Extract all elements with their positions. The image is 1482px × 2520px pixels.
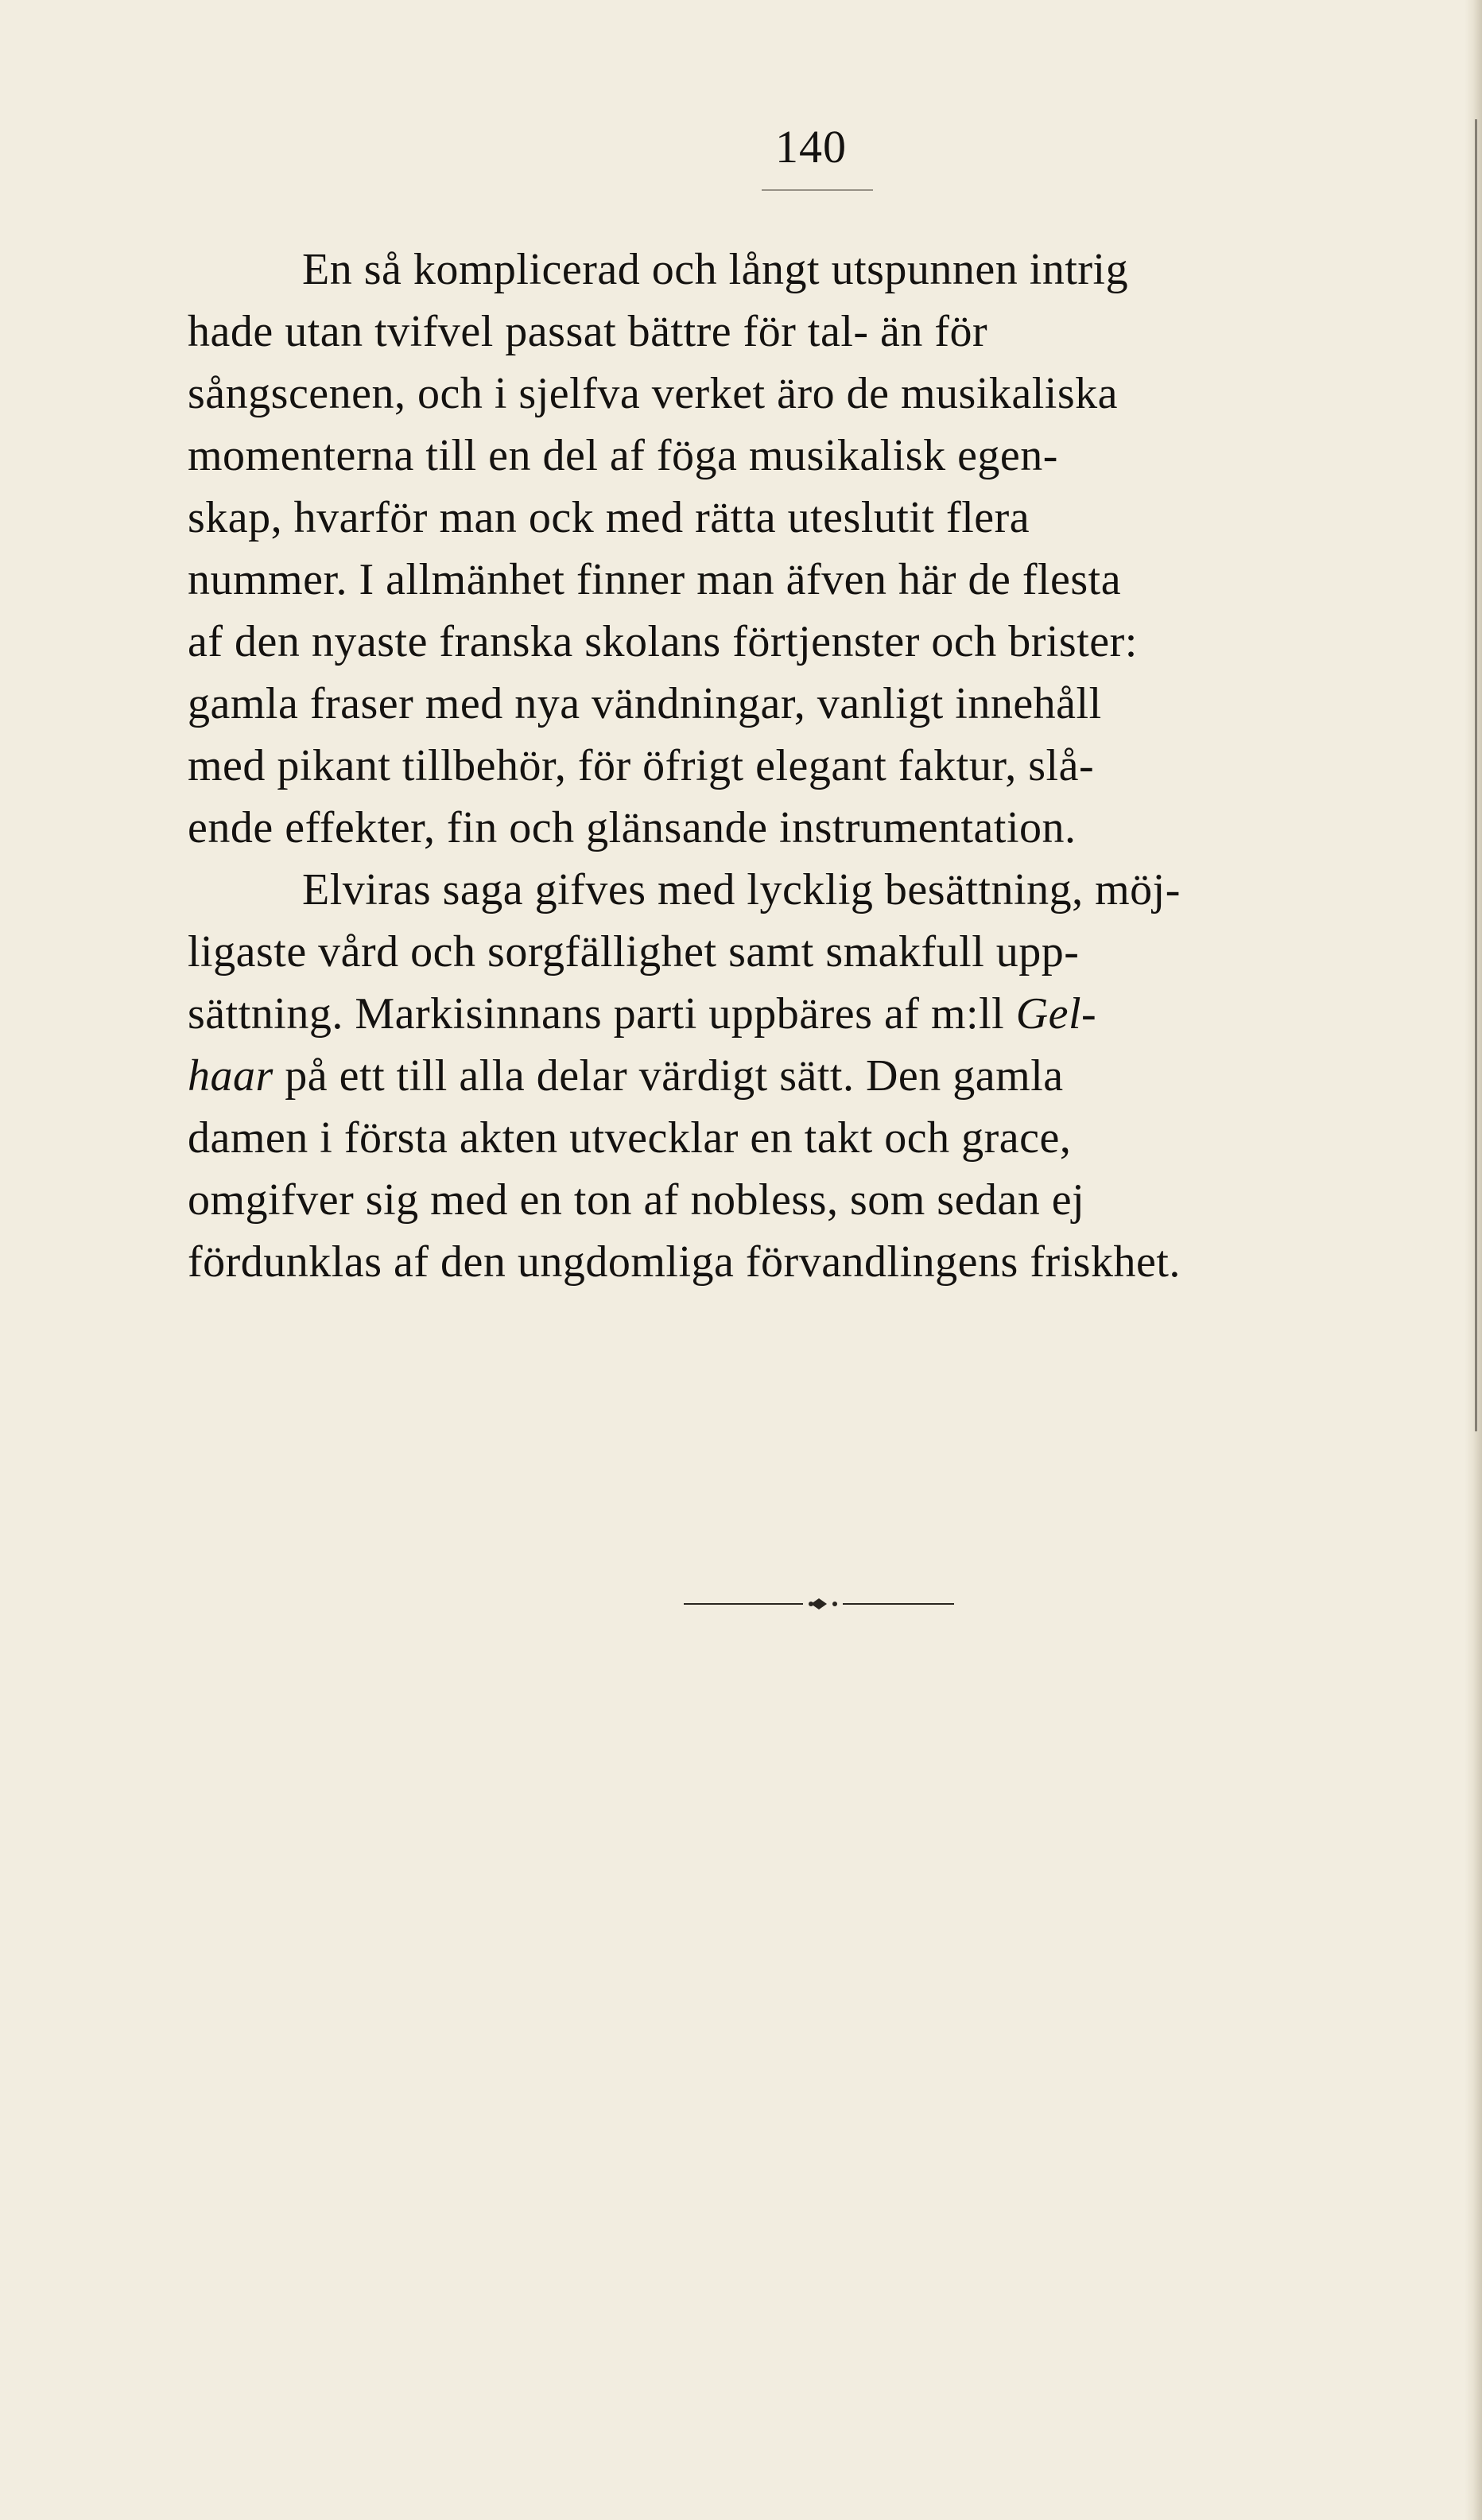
text-line: ende effekter, fin och glänsande instrumentation. bbox=[188, 803, 1077, 852]
text-line: sångscenen, och i sjelfva verket äro de musikaliska bbox=[188, 369, 1118, 418]
ornament-dot-right bbox=[832, 1602, 837, 1606]
text-run: sättning. Markisinnans parti uppbäres af m:ll bbox=[188, 989, 1016, 1039]
text-line-mixed bbox=[188, 983, 1476, 1045]
italic-name: haar bbox=[188, 1051, 274, 1101]
page-number: 140 bbox=[775, 121, 847, 173]
text-line: hade utan tvifvel passat bättre för tal- än för bbox=[188, 307, 988, 356]
text-line: omgifver sig med en ton af nobless, som sedan ej bbox=[188, 1175, 1085, 1225]
body-text bbox=[188, 239, 1476, 1293]
text-line-mixed bbox=[188, 1045, 1476, 1107]
text-line: med pikant tillbehör, för öfrigt elegant faktur, slå- bbox=[188, 741, 1095, 790]
text-line: skap, hvarför man ock med rätta uteslutit flera bbox=[188, 493, 1030, 542]
text-line: momenterna till en del af föga musikalisk egen- bbox=[188, 431, 1058, 480]
italic-name: Gel- bbox=[1015, 989, 1097, 1039]
text-run: på ett till alla delar värdigt sätt. Den gamla bbox=[273, 1051, 1064, 1101]
header-rule bbox=[762, 189, 873, 191]
text-line: nummer. I allmänhet finner man äfven här de flesta bbox=[188, 555, 1122, 604]
ornament-diamond bbox=[811, 1598, 827, 1609]
text-line: gamla fraser med nya vändningar, vanligt innehåll bbox=[188, 679, 1102, 728]
text-line: En så komplicerad och långt utspunnen intrig bbox=[302, 245, 1129, 294]
diamond-dash-ornament-icon bbox=[684, 1594, 954, 1613]
paragraph-2 bbox=[188, 859, 1476, 1293]
text-line: damen i första akten utvecklar en takt och grace, bbox=[188, 1113, 1072, 1163]
text-line: af den nyaste franska skolans förtjenster och brister: bbox=[188, 617, 1138, 666]
text-line: ligaste vård och sorgfällighet samt smakfull upp- bbox=[188, 927, 1080, 977]
text-line: fördunklas af den ungdomliga förvandlingens friskhet. bbox=[188, 1237, 1181, 1287]
text-line: Elviras saga gifves med lycklig besättning, möj- bbox=[302, 865, 1181, 914]
paragraph-1 bbox=[188, 239, 1476, 859]
